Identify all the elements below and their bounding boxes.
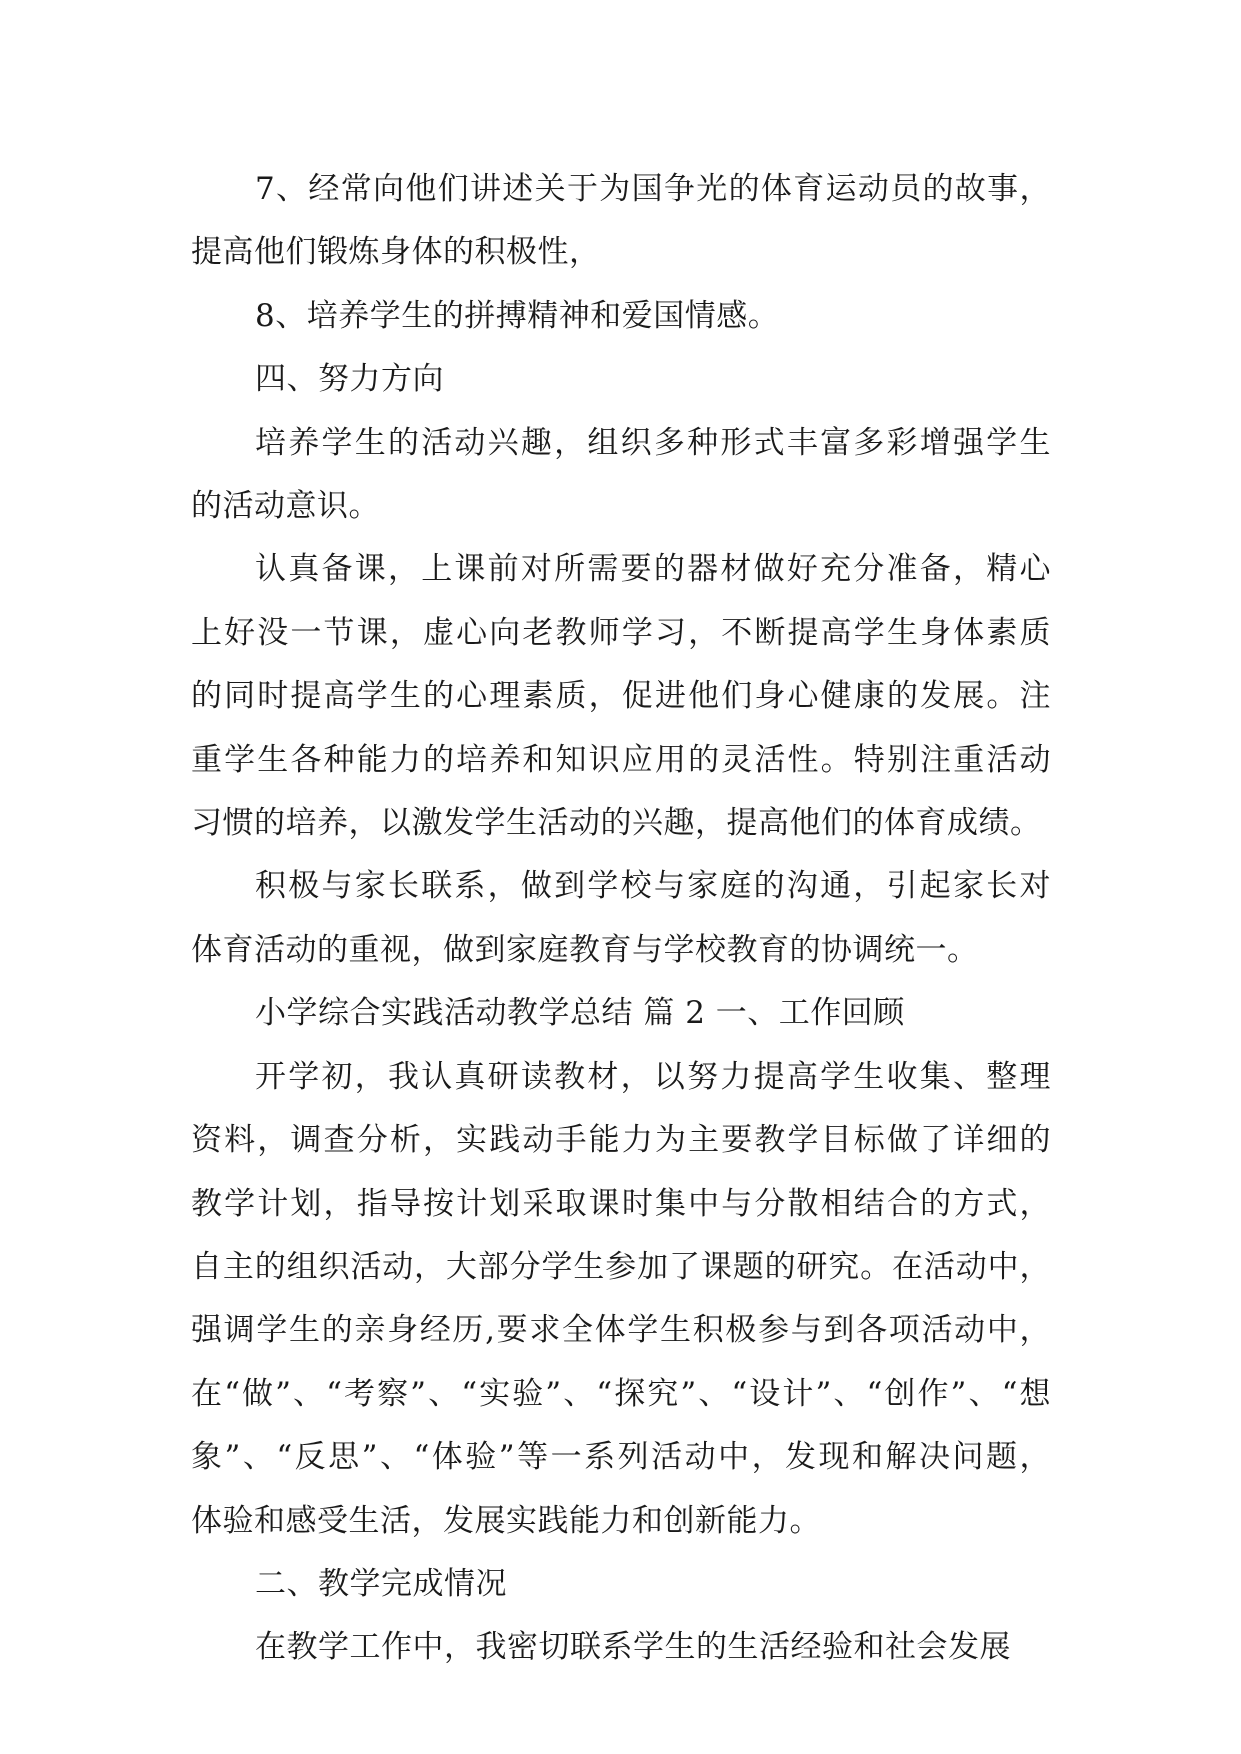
text-line: 四、努力方向 — [255, 361, 444, 398]
text-line: 上好没一节课，虚心向老教师学习，不断提高学生身体素质 — [191, 614, 1051, 651]
text-line: 积极与家长联系，做到学校与家庭的沟通，引起家长对 — [255, 868, 1051, 905]
text-line: 开学初，我认真研读教材，以努力提高学生收集、整理 — [255, 1058, 1051, 1095]
text-line: 7、经常向他们讲述关于为国争光的体育运动员的故事， — [255, 171, 1051, 207]
text-line: 强调学生的亲身经历,要求全体学生积极参与到各项活动中， — [191, 1312, 1051, 1349]
text-line: 培养学生的活动兴趣，组织多种形式丰富多彩增强学生 — [255, 424, 1051, 461]
paragraph — [191, 1616, 1051, 1679]
paragraph — [191, 1046, 1051, 1553]
text-line: 重学生各种能力的培养和知识应用的灵活性。特别注重活动 — [191, 741, 1051, 778]
text-line: 在“做”、“考察”、“实验”、“探究”、“设计”、“创作”、“想 — [191, 1375, 1051, 1412]
text-line: 习惯的培养，以激发学生活动的兴趣，提高他们的体育成绩。 — [191, 805, 1042, 842]
text-line: 的活动意识。 — [191, 488, 380, 525]
document-body — [191, 158, 1051, 1680]
paragraph — [191, 855, 1051, 982]
text-line: 8、培养学生的拼搏精神和爱国情感。 — [255, 297, 780, 334]
text-line: 提高他们锻炼身体的积极性， — [191, 234, 601, 271]
paragraph — [191, 158, 1051, 285]
text-line: 认真备课，上课前对所需要的器材做好充分准备，精心 — [255, 551, 1051, 588]
text-line: 象”、“反思”、“体验”等一系列活动中，发现和解决问题， — [191, 1439, 1051, 1476]
text-line: 的同时提高学生的心理素质，促进他们身心健康的发展。注 — [191, 678, 1051, 715]
text-line: 教学计划，指导按计划采取课时集中与分散相结合的方式， — [191, 1185, 1051, 1222]
paragraph — [191, 982, 1051, 1045]
paragraph — [191, 285, 1051, 348]
text-line: 自主的组织活动，大部分学生参加了课题的研究。在活动中， — [191, 1248, 1051, 1285]
paragraph — [191, 1553, 1051, 1616]
text-line: 二、教学完成情况 — [255, 1565, 507, 1602]
text-line: 小学综合实践活动教学总结 篇 2 一、工作回顾 — [255, 995, 905, 1032]
paragraph — [191, 538, 1051, 855]
paragraph — [191, 412, 1051, 539]
text-line: 体验和感受生活，发展实践能力和创新能力。 — [191, 1502, 821, 1539]
text-line: 资料，调查分析，实践动手能力为主要教学目标做了详细的 — [191, 1122, 1051, 1159]
text-line: 在教学工作中，我密切联系学生的生活经验和社会发展 — [255, 1629, 1011, 1666]
text-line: 体育活动的重视，做到家庭教育与学校教育的协调统一。 — [191, 931, 979, 968]
paragraph — [191, 348, 1051, 411]
